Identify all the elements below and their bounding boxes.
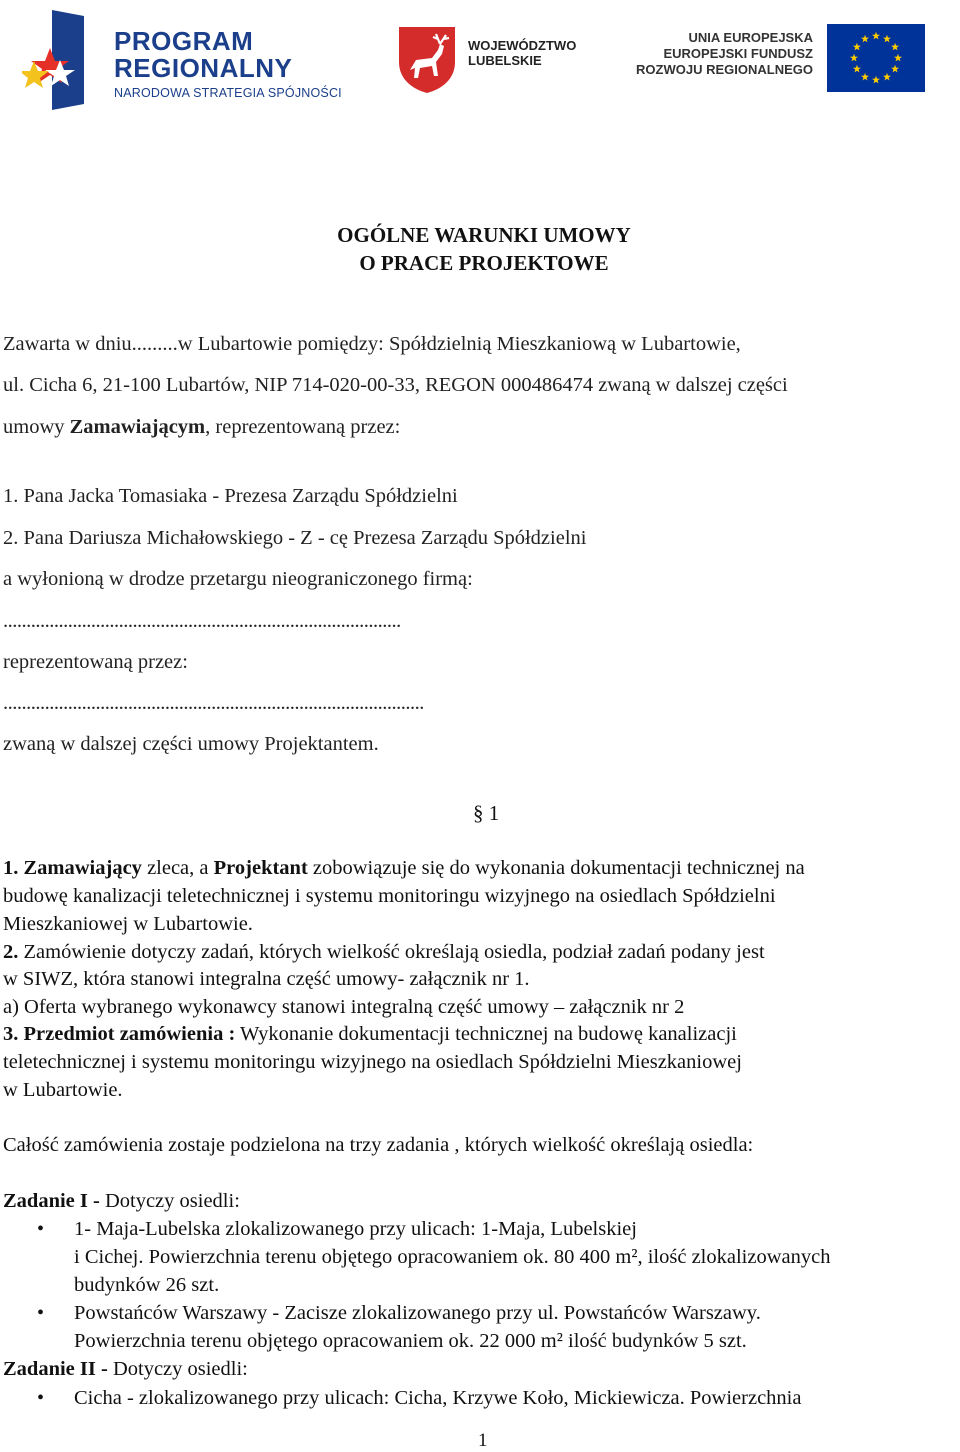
point-1-ordering-party: Zamawiający: [23, 857, 142, 879]
bullet-icon: •: [37, 1218, 45, 1240]
program-logo-text: [114, 28, 342, 102]
task-1-bullet-2-line2: Powierzchnia terenu objętego opracowaniem ok. 22 000 m² ilość budynków 5 szt.: [74, 1330, 747, 1352]
intro-line2: ul. Cicha 6, 21-100 Lubartów, NIP 714-020-00-33, REGON 000486474 zwaną w dalszej części: [3, 374, 788, 396]
program-logo-line2: REGIONALNY: [114, 53, 293, 83]
task-2-label: Zadanie II -: [3, 1358, 108, 1380]
representative-placeholder-dots: ...........................................................................................: [3, 692, 424, 714]
intro-line3: [3, 416, 400, 439]
task-2-text: Dotyczy osiedli:: [107, 1358, 248, 1380]
point-3-line1: [3, 1023, 737, 1046]
contractor-line: zwaną w dalszej części umowy Projektantem.: [3, 733, 379, 755]
document-title-line2: O PRACE PROJEKTOWE: [359, 251, 609, 275]
eu-flag-icon: [827, 24, 925, 92]
task-1-bullet-1-line3: budynków 26 szt.: [74, 1274, 220, 1296]
eu-logo-text: [636, 30, 813, 78]
wojewodztwo-lubelskie-logo: [396, 24, 596, 94]
point-1-text1: zleca, a: [141, 857, 214, 879]
intro-line3-pre: umowy: [3, 416, 70, 438]
program-logo-line3: NARODOWA STRATEGIA SPÓJNOŚCI: [114, 86, 342, 100]
point-1-designer: Projektant: [213, 857, 308, 879]
task-1-label: Zadanie I -: [3, 1190, 100, 1212]
wojewodztwo-logo-line2: LUBELSKIE: [468, 53, 542, 68]
section-heading: § 1: [473, 801, 500, 825]
representative-1: 1. Pana Jacka Tomasiaka - Prezesa Zarządu Spółdzielni: [3, 485, 458, 507]
star-flag-icon: [22, 6, 112, 110]
point-2-text: Zamówienie dotyczy zadań, których wielkość określają osiedla, podział zadań podany jest: [18, 941, 765, 963]
point-1-number: 1.: [3, 857, 24, 879]
wojewodztwo-logo-line1: WOJEWÓDZTWO: [468, 38, 577, 53]
point-3-line3: w Lubartowie.: [3, 1079, 123, 1101]
task-1-bullet-1-line2: i Cichej. Powierzchnia terenu objętego opracowaniem ok. 80 400 m², ilość zlokalizowanych: [74, 1246, 831, 1268]
program-logo-line1: PROGRAM: [114, 26, 254, 56]
program-regionalny-logo: [22, 6, 362, 110]
point-2a: a) Oferta wybranego wykonawcy stanowi integralną część umowy – załącznik nr 2: [3, 996, 685, 1018]
task-1-bullet-2-line1: Powstańców Warszawy - Zacisze zlokalizowanego przy ul. Powstańców Warszawy.: [74, 1302, 761, 1324]
intro-line1: Zawarta w dniu.........w Lubartowie pomiędzy: Spółdzielnią Mieszkaniową w Lubartowie,: [3, 333, 741, 355]
division-line: Całość zamówienia zostaje podzielona na trzy zadania , których wielkość określają osiedla:: [3, 1134, 754, 1156]
deer-coat-of-arms-icon: [396, 24, 458, 94]
intro-ordering-party: Zamawiającym: [69, 416, 206, 438]
wojewodztwo-logo-text: [468, 38, 576, 68]
representative-2: 2. Pana Dariusza Michałowskiego - Z - cę Prezesa Zarządu Spółdzielni: [3, 527, 587, 549]
eu-logo-line3: ROZWOJU REGIONALNEGO: [636, 62, 813, 77]
point-3-line2: teletechnicznej i systemu monitoringu wizyjnego na osiedlach Spółdzielni Mieszkaniowej: [3, 1051, 742, 1073]
point-2-line2: w SIWZ, która stanowi integralna część umowy- załącznik nr 1.: [3, 968, 530, 990]
bullet-icon: •: [37, 1387, 45, 1409]
point-3-text: Wykonanie dokumentacji technicznej na budowę kanalizacji: [235, 1023, 737, 1045]
eu-logo-line1: UNIA EUROPEJSKA: [688, 30, 813, 45]
firm-placeholder-dots: ......................................................................................: [3, 610, 401, 632]
point-2-line1: [3, 941, 765, 964]
intro-line3-post: , reprezentowaną przez:: [205, 416, 401, 438]
point-1-text2: zobowiązuje się do wykonania dokumentacji technicznej na: [307, 857, 805, 879]
eu-logo-line2: EUROPEJSKI FUNDUSZ: [663, 46, 813, 61]
european-union-logo: [620, 24, 925, 94]
point-1-line1: [3, 857, 805, 880]
task-1-heading: [3, 1190, 240, 1213]
point-2-number: 2.: [3, 941, 19, 963]
selected-firm-line: a wyłonioną w drodze przetargu nieograniczonego firmą:: [3, 568, 473, 590]
point-1-line2: budowę kanalizacji teletechnicznej i systemu monitoringu wizyjnego na osiedlach Spółdzielni: [3, 885, 776, 907]
point-1-line3: Mieszkaniowej w Lubartowie.: [3, 913, 253, 935]
task-1-bullet-1-line1: 1- Maja-Lubelska zlokalizowanego przy ulicach: 1-Maja, Lubelskiej: [74, 1218, 637, 1240]
represented-by-line: reprezentowaną przez:: [3, 651, 188, 673]
bullet-icon: •: [37, 1302, 45, 1324]
logo-header: [0, 0, 960, 115]
task-2-heading: [3, 1358, 248, 1381]
task-1-text: Dotyczy osiedli:: [99, 1190, 240, 1212]
document-title-line1: OGÓLNE WARUNKI UMOWY: [337, 223, 631, 247]
point-3-heading: 3. Przedmiot zamówienia :: [3, 1023, 236, 1045]
task-2-bullet-1-line1: Cicha - zlokalizowanego przy ulicach: Cicha, Krzywe Koło, Mickiewicza. Powierzchnia: [74, 1387, 802, 1409]
page-number: 1: [478, 1430, 488, 1451]
